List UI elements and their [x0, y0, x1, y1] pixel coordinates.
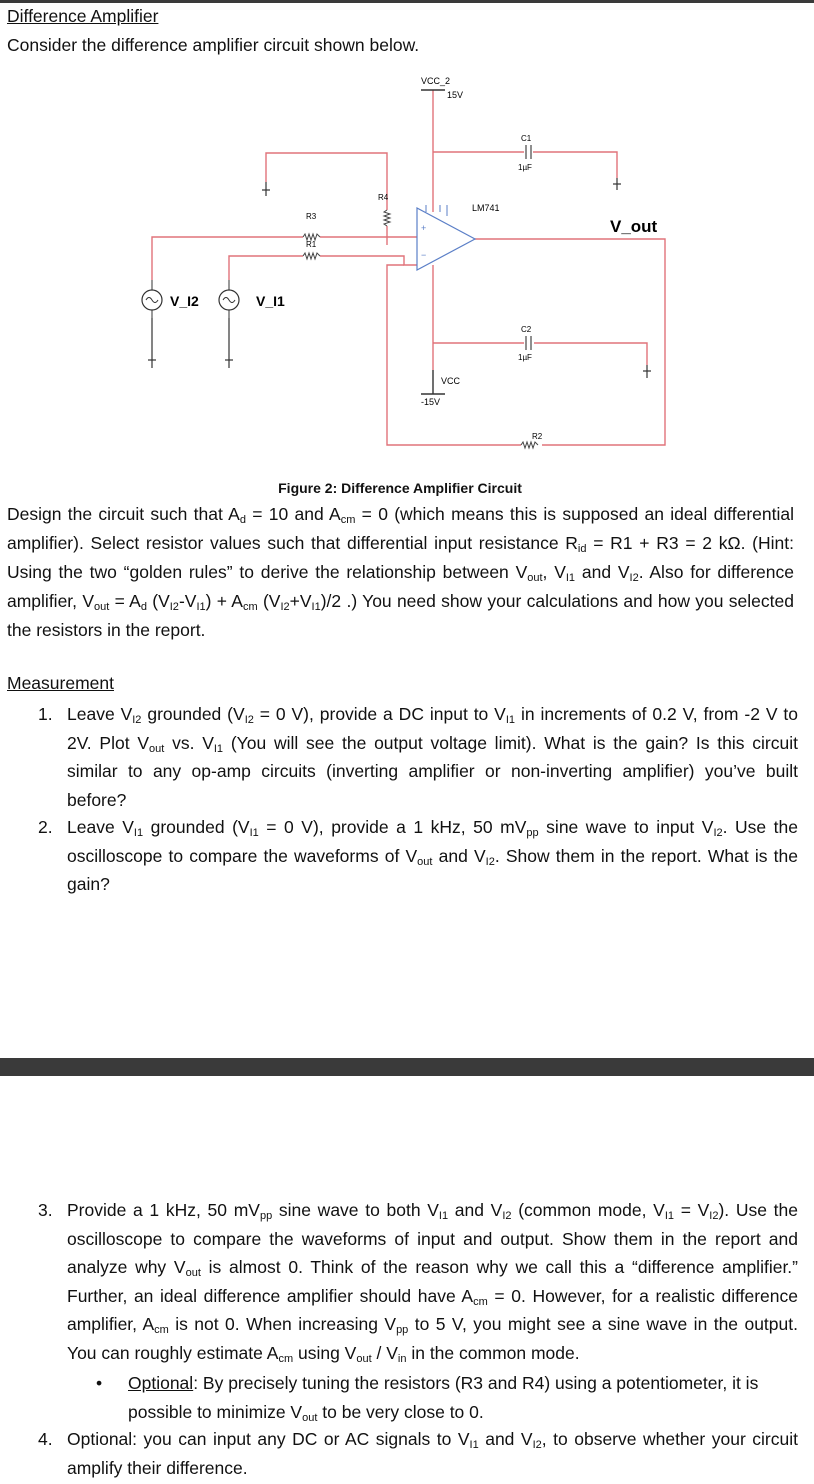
svg-text:+: +: [421, 223, 427, 233]
r1-label: R1: [306, 240, 317, 249]
opamp-label: LM741: [472, 203, 500, 213]
r4-resistor: [384, 210, 390, 226]
vi2-label: V_I2: [170, 293, 199, 309]
vcc2-label: VCC_2: [421, 76, 451, 86]
design-paragraph: Design the circuit such that $A_d = 10$ and $A_{cm} = 0$ (which means this is supposed an ideal differential amplifier). Select resistor values such that differential input resistance $R_{id} = R1 + R3 = 2$ kΩ. (Hint: Using the two “golden rules” to derive the relationship between $V_{out}$, $V_{I1}$ and $V_{I2}$. Also for difference amplifier, $V_{out} = A_d$ $(V_{I2}-V_{I1}) + A_{cm}$ $(V_{I2}+V_{I1})/2$ .) You need show your calculations and how you selected the resistors in the report.: [7, 504, 794, 640]
circuit-diagram: [0, 0, 814, 480]
c1-label: C1: [521, 134, 532, 143]
r1-resistor: [303, 253, 320, 259]
measurement-item-3: 3. Provide a 1 kHz, 50 $mV_{pp}$ sine wave to both $V_{I1}$ and $V_{I2}$ (common mode, $V_{I1} = V_{I2}$). Use the oscilloscope to compare the waveforms of input and output. Show them in the report and analyze why $V_{out}$ is almost 0. Think of the reason why we call this a “difference amplifier.” Further, an ideal difference amplifier should have $A_{cm} = 0$. However, for a realistic difference amplifier, $A_{cm}$ is not 0. When increasing $V_{pp}$ to 5 V, you might see a sine wave in the output. You can roughly estimate $A_{cm}$ using $V_{out} / V_{in}$ in the common mode.: [38, 1200, 798, 1365]
c2-label: C2: [521, 325, 532, 334]
measurement-item-1: 1. Leave $V_{I2}$ grounded ($V_{I2} = 0$ V), provide a DC input to $V_{I1}$ in increments of 0.2 V, from -2 V to 2V. Plot $V_{out}$ vs. $V_{I1}$ (You will see the output voltage limit). What is the gain? Is this circuit similar to any op-amp circuits (inverting amplifier or non-inverting amplifier) you’ve built before?: [38, 704, 798, 810]
ground-symbols: [148, 178, 651, 378]
svg-text:−: −: [421, 250, 427, 260]
r2-label: R2: [532, 432, 543, 441]
vcc-label: VCC: [441, 376, 461, 386]
measurement-item-2: 2. Leave $V_{I1}$ grounded ($V_{I1} = 0$ V), provide a 1 kHz, 50 $mV_{pp}$ sine wave to input $V_{I2}$. Use the oscilloscope to compare the waveforms of $V_{out}$ and $V_{I2}$. Show them in the report. What is the gain?: [38, 817, 799, 894]
vcc-value: -15V: [421, 397, 441, 407]
r3-label: R3: [306, 212, 317, 221]
measurement-title: Measurement: [7, 673, 114, 693]
intro-text: Consider the difference amplifier circuit shown below.: [7, 35, 420, 55]
c1-value: 1µF: [518, 163, 532, 172]
opamp-symbol: [417, 205, 475, 270]
vout-label: V_out: [610, 217, 658, 236]
page-break-bar: [0, 1058, 814, 1076]
vcc2-value: 15V: [447, 90, 464, 100]
vi1-label: V_I1: [256, 293, 285, 309]
measurement-item-4: 4. Optional: you can input any DC or AC signals to $V_{I1}$ and $V_{I2}$, to observe whether your circuit amplify their difference.: [38, 1429, 798, 1478]
circuit-wires: [152, 90, 665, 445]
section-title: Difference Amplifier: [7, 6, 159, 26]
figure-caption: Figure 2: Difference Amplifier Circuit: [278, 480, 522, 496]
r2-resistor: [521, 442, 538, 448]
r4-label: R4: [378, 193, 389, 202]
c2-value: 1µF: [518, 353, 532, 362]
optional-bullet: • Optional: By precisely tuning the resistors (R3 and R4) using a potentiometer, it is possible to minimize $V_{out}$ to be very close to 0.: [96, 1373, 759, 1424]
capacitors: [526, 145, 531, 350]
